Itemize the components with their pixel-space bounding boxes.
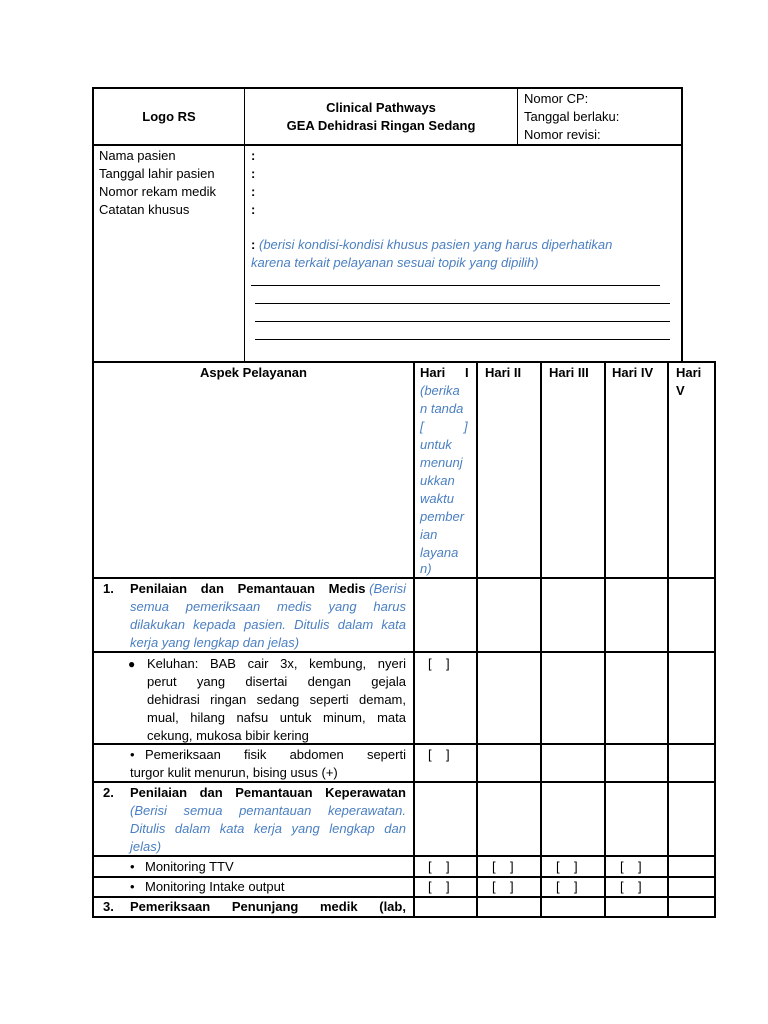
hari1-note-8: pember [420, 509, 465, 524]
item3-label: Monitoring TTV [145, 859, 234, 874]
section1-title-w1: Penilaian [130, 581, 188, 596]
section1-title-w3: Pemantauan [237, 581, 315, 596]
i1l2-w4: dengan [307, 674, 351, 689]
s1d3-w6: kata [381, 617, 406, 632]
s2d2-w1: Ditulis [130, 821, 166, 836]
hari1-header-num: I [465, 365, 469, 380]
s2d2-w5: yang [291, 821, 320, 836]
s2d2-w6: lengkap [329, 821, 375, 836]
item1-line5: cekung, mukosa bibir kering [147, 728, 309, 743]
section2-desc-line1 [130, 802, 406, 820]
i1l4-w5: minum, [323, 710, 366, 725]
section1-title-w2: dan [200, 581, 224, 596]
s2d2-w4: kerja [253, 821, 283, 836]
hari1-note-2: n tanda [420, 401, 464, 416]
table-right-border [714, 361, 716, 918]
i1l3-w3: sedang [256, 692, 300, 707]
section3-title-row [130, 898, 406, 916]
hari1-note-11: n) [420, 561, 432, 576]
s1d2-w5: harus [373, 599, 406, 614]
hari1-note-1: (berika [420, 383, 460, 398]
s2d1-w2: semua [183, 803, 223, 818]
item2-hari1-checkbox[interactable]: [ ] [428, 747, 450, 762]
field-nama-pasien: Nama pasien [99, 148, 176, 163]
item4-hari3-checkbox[interactable]: [ ] [556, 879, 578, 894]
item3-bullet-icon: • [130, 859, 135, 874]
s1d2-w2: pemeriksaan [185, 599, 261, 614]
i1l2-w5: gejala [371, 674, 406, 689]
section2-desc-line3: jelas) [130, 839, 162, 854]
section1-title-row [130, 580, 406, 598]
colon-catatan: : [251, 202, 256, 217]
nomor-cp-label: Nomor CP: [524, 91, 589, 106]
i1l1-w4: 3x, [280, 656, 298, 671]
hari1-note-5: menunj [420, 455, 463, 470]
i1l1-w2: BAB [209, 656, 236, 671]
table-bottom-border [92, 916, 716, 918]
hari1-note-6: ukkan [420, 473, 455, 488]
hari5-header-1: Hari [676, 365, 702, 380]
hari4-header: Hari IV [612, 365, 654, 380]
item1-bullet-icon: ● [128, 657, 136, 671]
s2d1-w3: pemantauan [239, 803, 312, 818]
item4-bullet-icon: • [130, 879, 135, 894]
section1-number: 1. [103, 581, 114, 596]
i1l4-w2: hilang [190, 710, 225, 725]
logo-placeholder: Logo RS [142, 109, 196, 124]
item2-line2: turgor kulit menurun, bising usus (+) [130, 765, 338, 780]
i1l3-w4: seperti [309, 692, 349, 707]
note-underline-3 [255, 321, 670, 322]
colon-rekam: : [251, 184, 256, 199]
nomor-revisi-label: Nomor revisi: [524, 127, 601, 142]
i1l1-w1: Keluhan: [147, 656, 199, 671]
section2-number: 2. [103, 785, 114, 800]
i1l1-w6: nyeri [377, 656, 406, 671]
i1l4-w4: untuk [279, 710, 312, 725]
item4-hari1-checkbox[interactable]: [ ] [428, 879, 450, 894]
document-title: Clinical Pathways [326, 100, 436, 115]
section2-title-row [130, 784, 406, 802]
s2d2-w2: dalam [174, 821, 211, 836]
item4-hari4-checkbox[interactable]: [ ] [620, 879, 642, 894]
section1-title-w4: Medis [328, 581, 366, 596]
note-underline-4 [255, 339, 670, 340]
hari1-note-7: waktu [420, 491, 454, 506]
item1-line4 [147, 709, 406, 727]
i1l3-w2: ringan [210, 692, 247, 707]
row-divider-5 [92, 855, 716, 857]
note-colon: : [251, 237, 256, 252]
s1d3-w4: Ditulis [294, 617, 330, 632]
colon-nama: : [251, 148, 256, 163]
i1l4-w1: mual, [147, 710, 179, 725]
item1-line2 [147, 673, 406, 691]
note-underline-2 [255, 303, 670, 304]
i2l1-w3: abdomen [289, 747, 344, 762]
i2l1-w2: fisik [244, 747, 267, 762]
note-underline-1 [251, 285, 660, 286]
header-bottom-border [92, 144, 683, 146]
s2t-w1: Penilaian [130, 785, 188, 800]
s2t-w4: Keperawatan [325, 785, 406, 800]
item3-hari3-checkbox[interactable]: [ ] [556, 859, 578, 874]
section1-desc-line4: kerja yang lengkap dan jelas) [130, 635, 300, 650]
s1d3-w5: dalam [337, 617, 374, 632]
item3-hari2-checkbox[interactable]: [ ] [492, 859, 514, 874]
colon-tanggal: : [251, 166, 256, 181]
table-top-border [92, 361, 716, 363]
s2d1-w4: keperawatan. [327, 803, 406, 818]
hari5-header-2: V [676, 383, 685, 398]
header-top-border [92, 87, 683, 89]
s2d1-w1: (Berisi [130, 803, 167, 818]
row-divider-1 [92, 577, 716, 579]
col-divider-aspek [413, 361, 415, 918]
s3t-w2: Penunjang [231, 899, 299, 914]
hari1-note-10: layana [420, 545, 459, 560]
s2d2-w3: kata [219, 821, 245, 836]
s2t-w2: dan [199, 785, 223, 800]
hari1-note-3b: ] [464, 419, 468, 434]
section1-desc-line2 [130, 598, 406, 616]
s1d2-w4: yang [328, 599, 357, 614]
hari3-header: Hari III [549, 365, 589, 380]
item3-hari4-checkbox[interactable]: [ ] [620, 859, 642, 874]
s3t-w1: Pemeriksaan [130, 899, 211, 914]
item2-line1 [145, 746, 406, 764]
hari1-note-9: ian [420, 527, 438, 542]
i1l3-w1: dehidrasi [147, 692, 200, 707]
hari2-header: Hari II [485, 365, 522, 380]
item1-line3 [147, 691, 406, 709]
document-subtitle: GEA Dehidrasi Ringan Sedang [286, 118, 476, 133]
note-line-1: (berisi kondisi-kondisi khusus pasien yang harus diperhatikan [259, 237, 613, 252]
s3t-w3: medik [320, 899, 358, 914]
s1d3-w2: kepada [193, 617, 236, 632]
s1d3-w3: pasien. [244, 617, 286, 632]
i2l1-w1: Pemeriksaan [145, 747, 221, 762]
hari1-note-4: untuk [420, 437, 452, 452]
field-nomor-rekam-medik: Nomor rekam medik [99, 184, 217, 199]
i1l4-w6: mata [377, 710, 406, 725]
item1-hari1-checkbox[interactable]: [ ] [428, 656, 450, 671]
item2-bullet-icon: • [130, 747, 135, 762]
i1l1-w5: kembung, [309, 656, 367, 671]
s1d3-w1: dilakukan [130, 617, 185, 632]
col-divider-hari2 [540, 361, 542, 918]
tanggal-berlaku-label: Tanggal berlaku: [524, 109, 620, 124]
table-left-border [92, 361, 94, 918]
s2t-w3: Pemantauan [235, 785, 313, 800]
col-divider-hari3 [604, 361, 606, 918]
field-tanggal-lahir: Tanggal lahir pasien [99, 166, 215, 181]
s2d2-w7: dan [384, 821, 406, 836]
s1d2-w1: semua [130, 599, 170, 614]
s1d2-w3: medis [277, 599, 312, 614]
col-divider-hari1 [476, 361, 478, 918]
i1l3-w5: demam, [359, 692, 406, 707]
item1-line1 [147, 655, 406, 673]
i1l1-w3: cair [247, 656, 269, 671]
section1-title-group [329, 580, 406, 598]
s3t-w4: (lab, [379, 899, 406, 914]
i1l4-w3: nafsu [236, 710, 269, 725]
i1l2-w2: yang [196, 674, 226, 689]
header-left-border [92, 87, 94, 362]
section3-number: 3. [103, 899, 114, 914]
aspek-pelayanan-header: Aspek Pelayanan [200, 365, 307, 380]
item4-hari2-checkbox[interactable]: [ ] [492, 879, 514, 894]
i1l2-w1: perut [147, 674, 177, 689]
col-divider-hari4 [667, 361, 669, 918]
item4-label: Monitoring Intake output [145, 879, 285, 894]
item3-hari1-checkbox[interactable]: [ ] [428, 859, 450, 874]
hari1-header-word: Hari [420, 365, 446, 380]
section2-desc-line2 [130, 820, 406, 838]
header-right-border [681, 87, 683, 362]
header-divider-2 [517, 87, 518, 145]
i2l1-w4: seperti [366, 747, 406, 762]
note-line-2: karena terkait pelayanan sesuai topik yang dipilih) [251, 255, 539, 270]
section1-desc-line3 [130, 616, 406, 634]
i1l2-w3: disertai [245, 674, 288, 689]
section1-desc-first: (Berisi [369, 581, 406, 596]
field-catatan-khusus: Catatan khusus [99, 202, 190, 217]
hari1-note-3a: [ [420, 419, 424, 434]
